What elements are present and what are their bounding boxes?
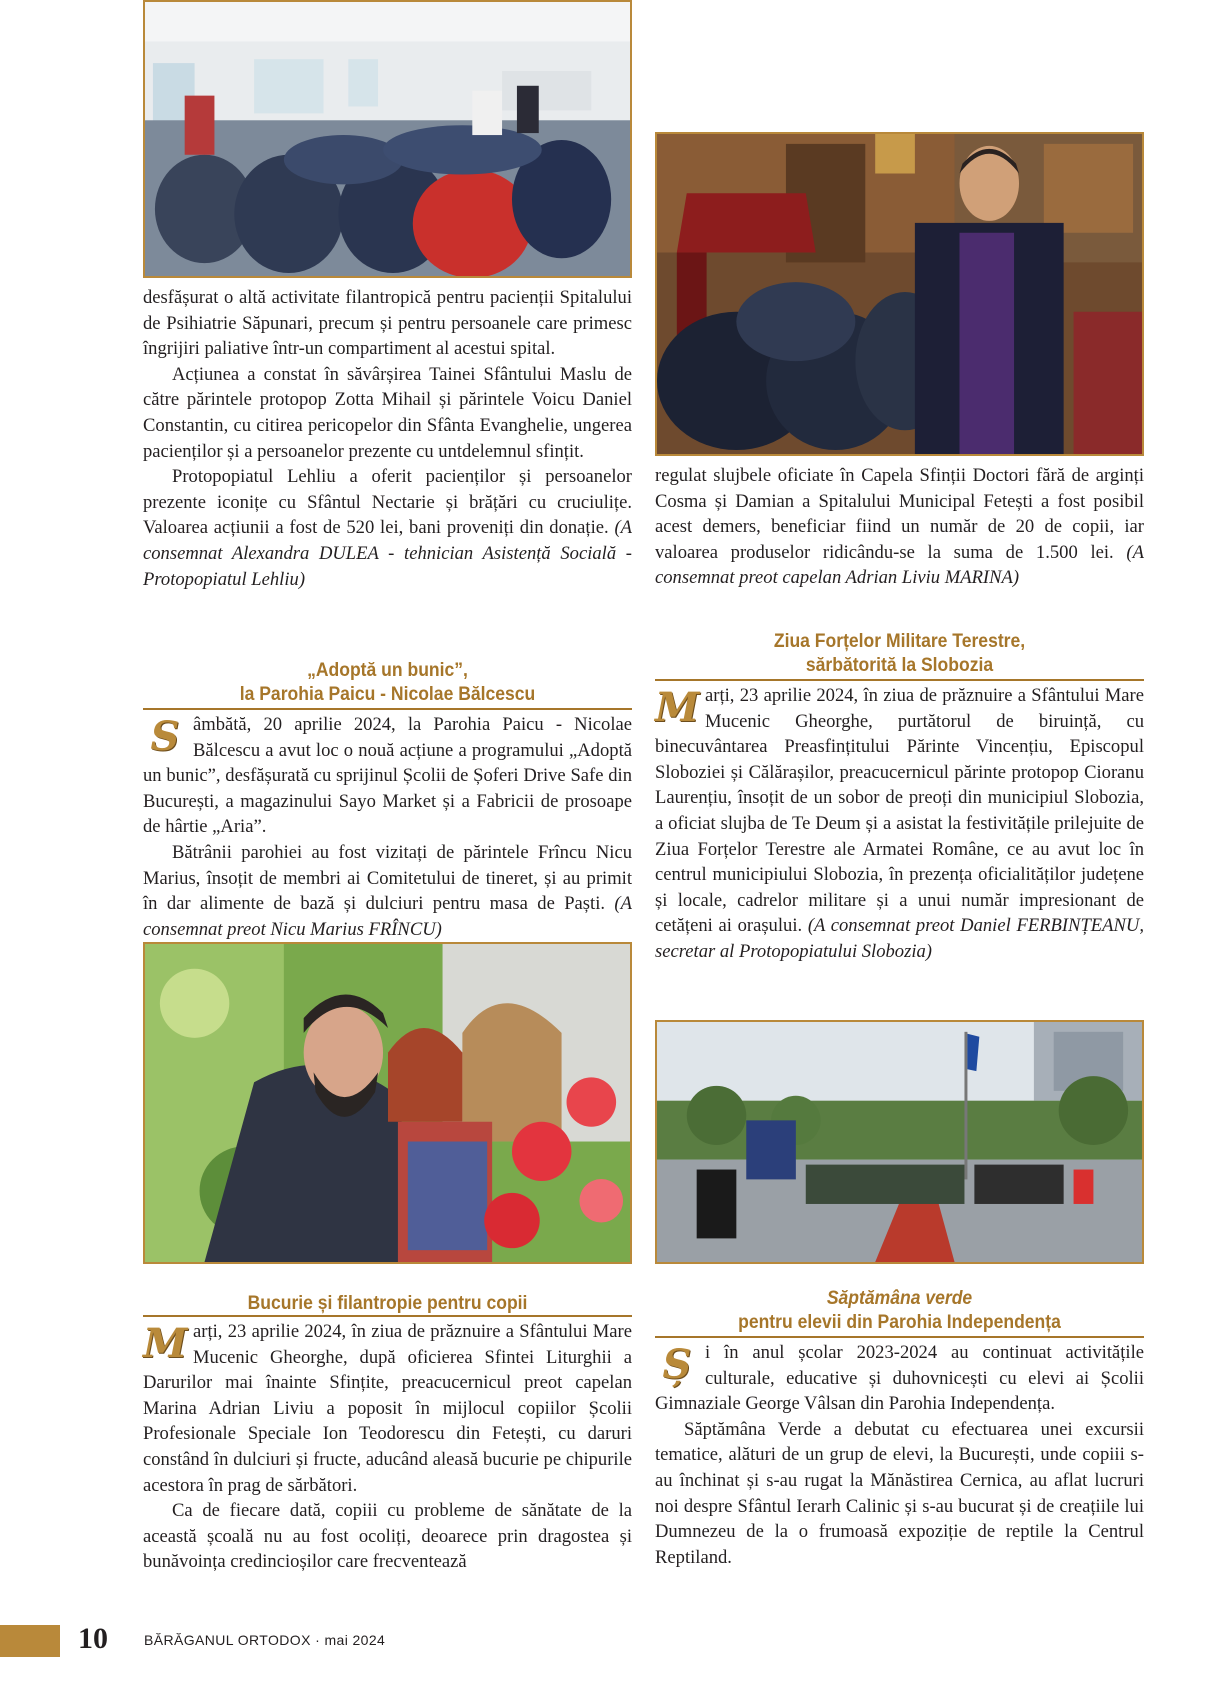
article-paragraph-1: i în anul școlar 2023-2024 au continuat activitățile culturale, educative și duhovnicești cu elevi ai Școlii Gimnaziale George Vâlsan din Parohia Independența.	[655, 1342, 1144, 1415]
footer-accent-bar	[0, 1625, 60, 1657]
article-paragraph-1: âmbătă, 20 aprilie 2024, la Parohia Paicu - Nicolae Bălcescu a avut loc o nouă acțiune a programului „Adoptă un bunic”, desfășurată cu sprijinul Școlii de Șoferi Drive Safe din București, a magazinului Sayo Market și a Fabricii de prosoape de hârtie „Aria”.	[143, 714, 632, 838]
continuation-text	[655, 463, 1144, 591]
article-title: Bucurie și filantropie pentru copii	[247, 1292, 528, 1314]
article-paragraph-2: Săptămâna Verde a debutat cu efectuarea unei excursii tematice, alături de un grup de elevi, la București, unde copiii s-au închinat și s-au rugat la Mănăstirea Cernica, au aflat lucruri noi despre Sfântul Ierarh Calinic și s-au bucurat și de creațiile lui Dumnezeu de la o frumoasă expoziție de reptile la Centrul Reptiland.	[655, 1418, 1144, 1568]
article-adopta-text	[143, 712, 632, 942]
article-signature: (A consemnat preot Nicu Marius FRÎNCU)	[143, 893, 632, 940]
continuation-paragraph: regulat slujbele oficiate în Capela Sfinții Doctori fără de arginți Cosma și Damian a Spitalului Municipal Fetești a fost posibil acest demers, beneficiar fiind un număr de 20 de copii, iar valoarea produselor ridicându-se la suma de 1.500 lei.	[655, 465, 1144, 563]
article-title-line-2: sărbătorită la Slobozia	[805, 654, 994, 676]
photo-military-ceremony	[655, 1020, 1144, 1264]
article-title-saptamana-verde	[679, 1286, 1119, 1334]
article-signature: (A consemnat preot Daniel FERBINȚEANU, secretar al Protopopiatului Slobozia)	[655, 915, 1144, 962]
photo-priest-with-gift-bags	[655, 132, 1144, 456]
article-fortele-terestre-text	[655, 683, 1144, 965]
article-bucurie-text	[143, 1319, 632, 1575]
article-title-line-1: Ziua Forțelor Militare Terestre,	[773, 630, 1026, 652]
article-title-line-1: „Adoptă un bunic”,	[307, 659, 468, 681]
page-number: 10	[78, 1622, 108, 1655]
continuation-signature: (A consemnat preot capelan Adrian Liviu MARINA)	[655, 541, 1144, 589]
dropcap-m: M	[655, 684, 700, 731]
intro-paragraph-2: Acțiunea a constat în săvârșirea Tainei Sfântului Maslu de către părintele protopop Zotta Mihail și părintele Voicu Daniel Constantin, cu citirea pericopelor din Sfânta Evanghelie, ungerea pacienților și a persoanelor prezente cu untdelemnul sfințit.	[143, 363, 632, 462]
photo-priest-embracing-elder	[143, 942, 632, 1264]
intro-paragraph-3: Protopopiatul Lehliu a oferit pacienților și persoanelor prezente iconițe cu Sfântul Nectarie și brățări cu cruciulițe. Valoarea acțiunii a fost de 520 lei, bani proveniți din donație.	[143, 466, 632, 539]
article-title-line-2: pentru elevii din Parohia Independența	[738, 1311, 1061, 1333]
title-rule	[143, 1315, 632, 1317]
dropcap-s: S	[150, 713, 180, 760]
article-paragraph-1: arți, 23 aprilie 2024, în ziua de prăznuire a Sfântului Mare Mucenic Gheorghe, purtătorul de biruință, cu binecuvântarea Preasfințitului Părinte Vincențiu, Episcopul Sloboziei și Călărașilor, preacucernicul părinte protopop Cioranu Laurențiu, însoțit de un sobor de preoți din municipiul Slobozia, a oficiat slujba de Te Deum și a asistat la festivitățile prilejuite de Ziua Forțelor Terestre ale Armatei Române, ce au avut loc în centrul municipiului Slobozia, în prezența oficialităților județene și locale, cadrelor militare și a unui număr impresionant de cetățeni ai orașului.	[655, 685, 1144, 937]
article-title-line-2: la Parohia Paicu - Nicolae Bălcescu	[239, 683, 536, 705]
article-title-ziua-fortelor-terestre	[679, 629, 1119, 677]
intro-paragraph-1: desfășurat o altă activitate filantropică pentru pacienții Spitalului de Psihiatrie Săpunari, precum și pentru persoanele care primesc îngrijiri paliative într-un compartiment al acestui spital.	[143, 287, 632, 360]
intro-text	[143, 285, 632, 592]
intro-signature: (A consemnat Alexandra DULEA - tehnician Asistență Socială - Protopopiatul Lehliu)	[143, 517, 632, 590]
title-rule	[655, 679, 1144, 681]
article-title-line-1: Săptămâna verde	[826, 1287, 973, 1309]
article-title-bucurie-filantropie	[167, 1291, 607, 1315]
publication-title: BĂRĂGANUL ORTODOX · mai 2024	[144, 1632, 386, 1648]
title-rule	[655, 1336, 1144, 1338]
article-title-adopta-un-bunic	[167, 658, 607, 706]
article-paragraph-2: Ca de fiecare dată, copiii cu probleme de sănătate de la această școală nu au fost ocoliți, deoarece prin dragostea și bunăvoința credincioșilor care frecventează	[143, 1500, 632, 1573]
dropcap-m: M	[143, 1320, 188, 1367]
dropcap-s: Ș	[662, 1341, 692, 1388]
article-paragraph-2: Bătrânii parohiei au fost vizitați de părintele Frîncu Nicu Marius, însoțit de membri ai Comitetului de tineret, și au primit în dar alimente de bază și dulciuri pentru masa de Paști.	[143, 841, 632, 915]
article-paragraph-1: arți, 23 aprilie 2024, în ziua de prăznuire a Sfântului Mare Mucenic Gheorghe, după oficierea Sfintei Liturghii a Darurilor mai înainte Sfințite, preacucernicul preot capelan Marina Adrian Liviu a poposit în mijlocul copiilor Școlii Profesionale Speciale Ion Teodorescu din Fetești, cu daruri constând în dulciuri și fructe, aducând aleasă bucurie pe chipurile acestora în prag de sărbători.	[143, 1321, 632, 1496]
title-rule	[143, 708, 632, 710]
article-saptamana-verde-text	[655, 1340, 1144, 1570]
photo-maslu-hospital	[143, 0, 632, 278]
